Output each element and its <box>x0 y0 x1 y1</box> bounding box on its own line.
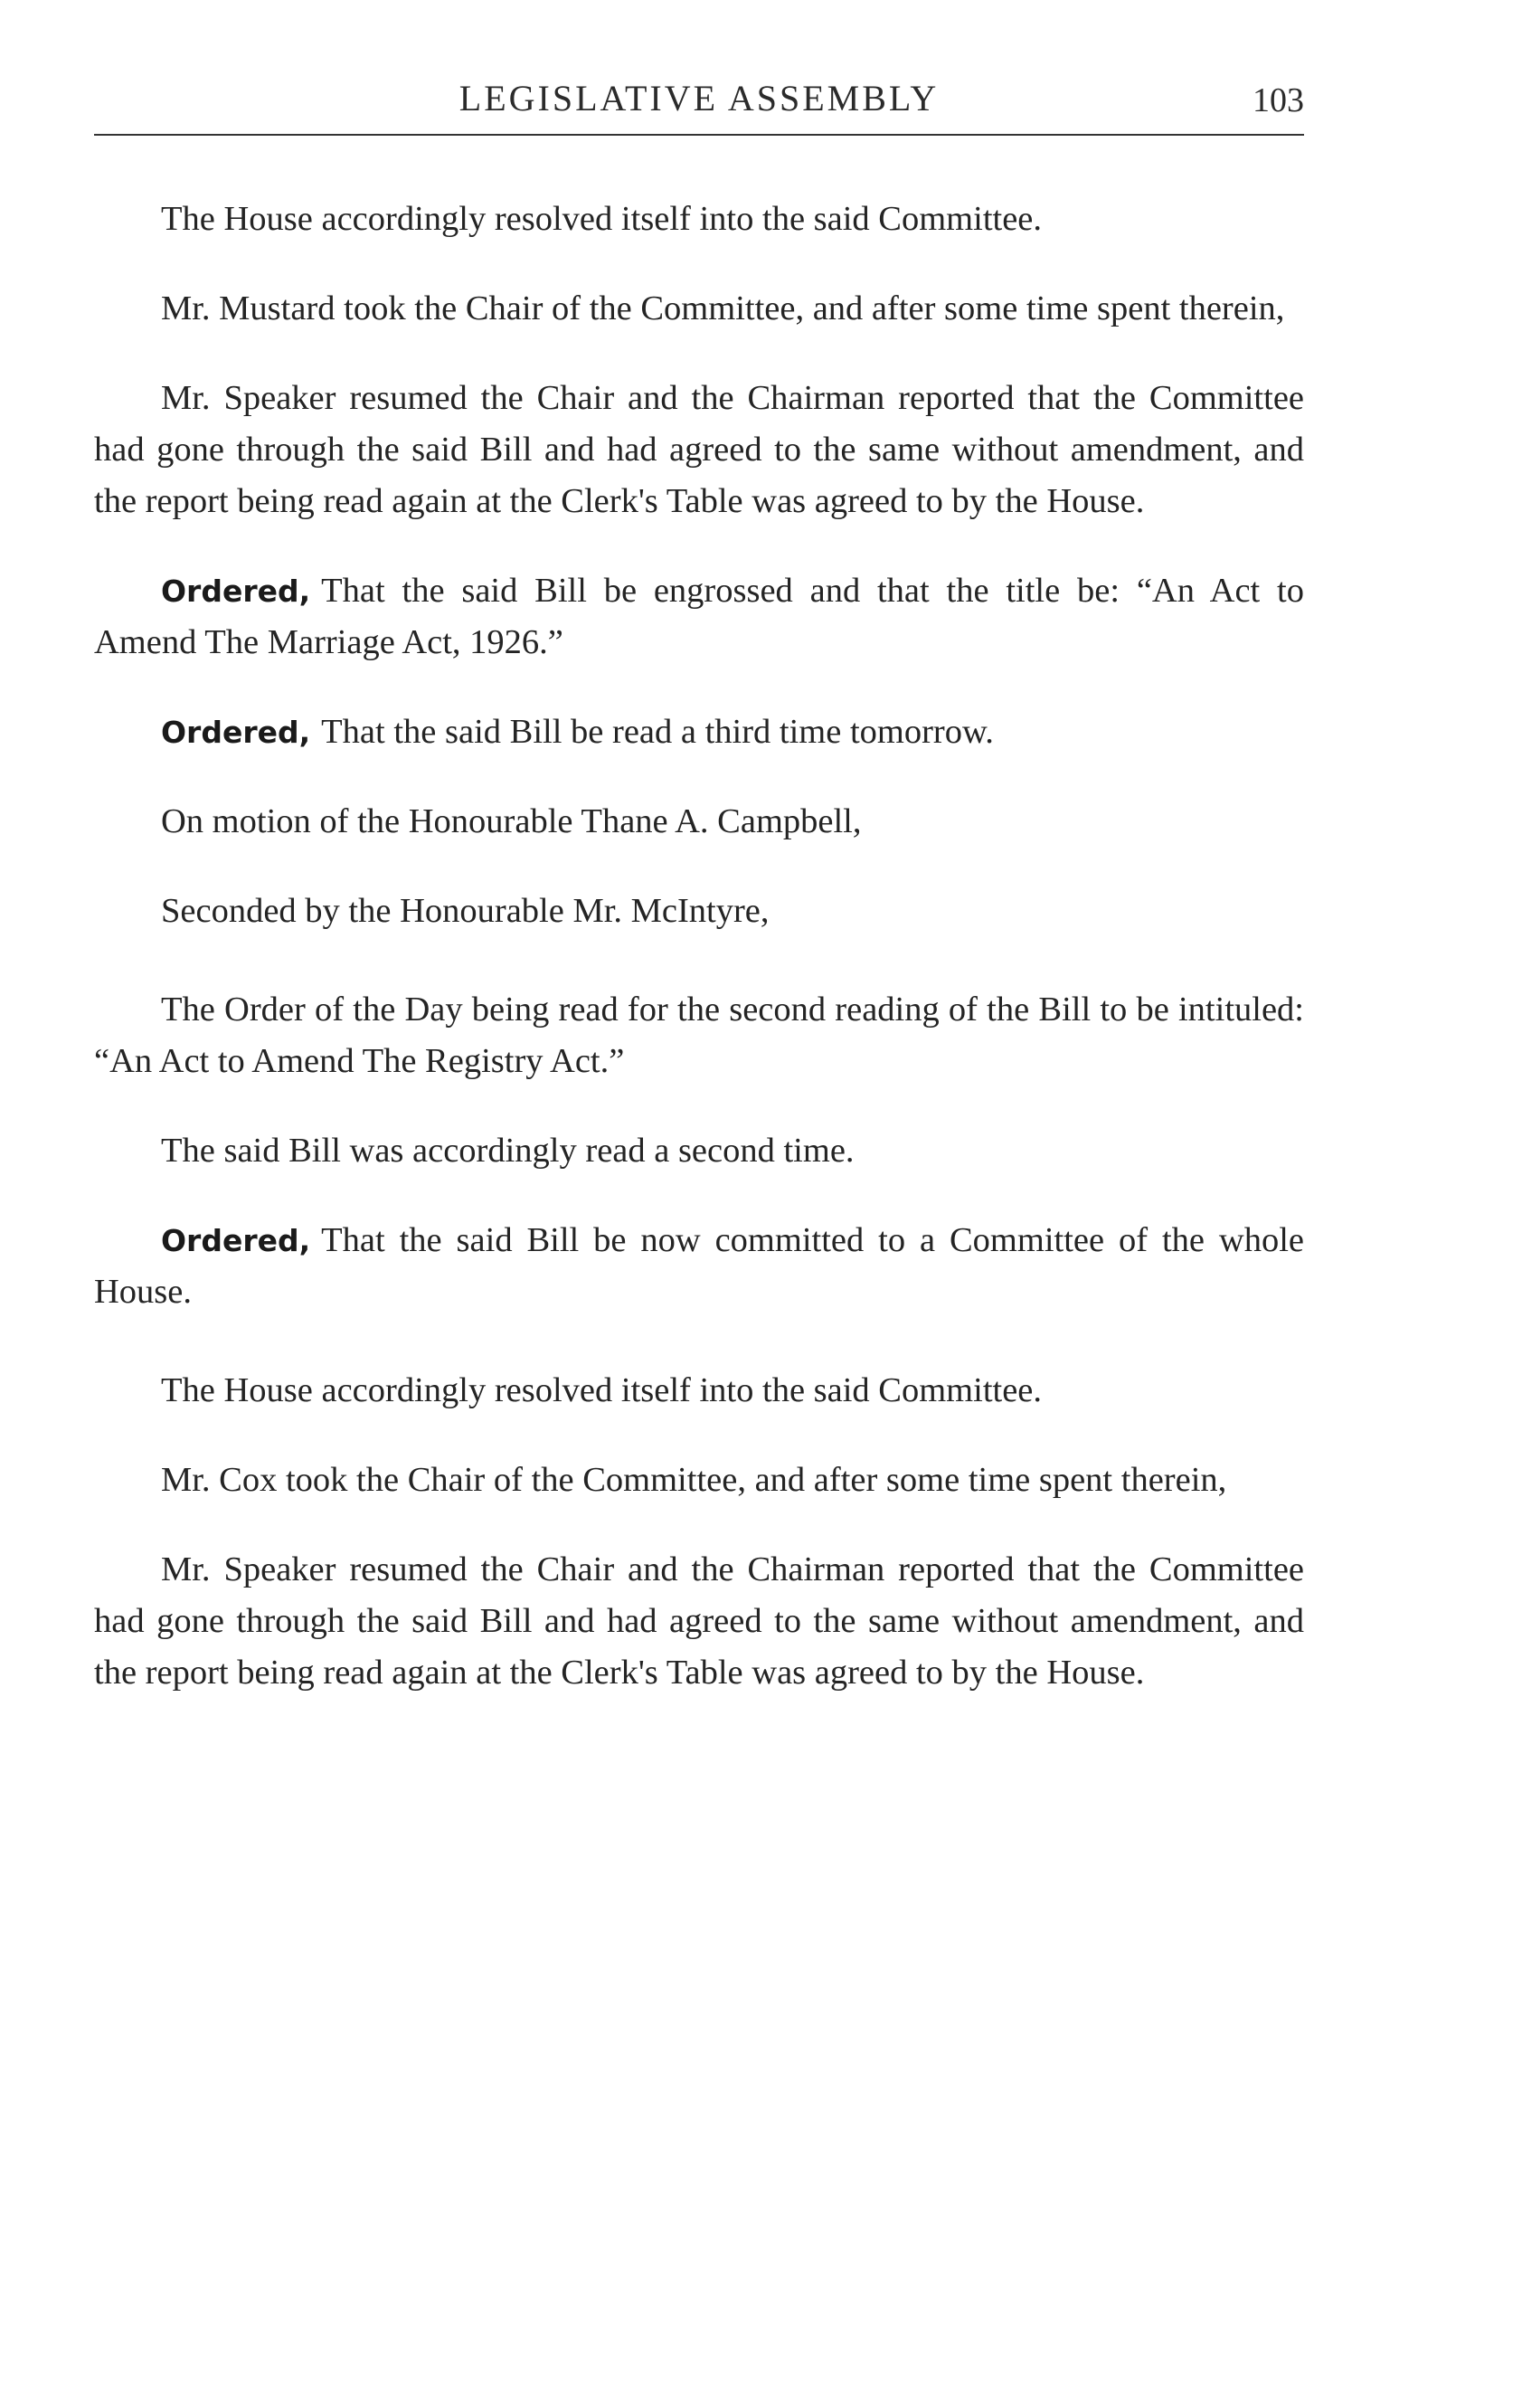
paragraph <box>94 984 1304 1087</box>
paragraph-text: That the said Bill be now committed to a Committee of the whole House. <box>94 1221 1304 1311</box>
paragraph-text: On motion of the Honourable Thane A. Campbell, <box>161 802 862 840</box>
paragraph <box>94 283 1304 335</box>
paragraph-text: That the said Bill be engrossed and that the title be: “An Act to Amend The Marriage Act, 1926.” <box>94 572 1304 661</box>
paragraph <box>94 796 1304 848</box>
running-header <box>94 71 1304 134</box>
header-rule <box>94 134 1304 136</box>
ordered-lead: Ordered, <box>161 1223 311 1258</box>
paragraph-text: The House accordingly resolved itself into the said Committee. <box>161 1371 1043 1409</box>
document-body <box>94 194 1304 1737</box>
paragraph-text: Mr. Speaker resumed the Chair and the Chairman reported that the Committee had gone through the said Bill and had agreed to the same without amendment, and the report being read again at the Clerk's Table was agreed to by the House. <box>94 379 1304 520</box>
ordered-paragraph <box>94 706 1304 758</box>
paragraph <box>94 1455 1304 1506</box>
paragraph-text: Mr. Mustard took the Chair of the Committee, and after some time spent therein, <box>161 289 1285 327</box>
paragraph <box>94 373 1304 527</box>
paragraph-text: That the said Bill be read a third time tomorrow. <box>321 713 994 751</box>
paragraph <box>94 194 1304 245</box>
paragraph-text: Mr. Speaker resumed the Chair and the Chairman reported that the Committee had gone through the said Bill and had agreed to the same without amendment, and the report being read again at the Clerk's Table was agreed to by the House. <box>94 1550 1304 1692</box>
paragraph <box>94 1544 1304 1699</box>
paragraph <box>94 1125 1304 1177</box>
paragraph-text: The House accordingly resolved itself into the said Committee. <box>161 200 1043 238</box>
paragraph-text: The said Bill was accordingly read a second time. <box>161 1132 855 1170</box>
paragraph-text: The Order of the Day being read for the second reading of the Bill to be intituled: “An Act to Amend The Registry Act.” <box>94 991 1304 1080</box>
paragraph <box>94 1365 1304 1417</box>
page-number: 103 <box>1253 81 1304 119</box>
paragraph-text: Seconded by the Honourable Mr. McIntyre, <box>161 892 770 930</box>
running-title: LEGISLATIVE ASSEMBLY <box>458 78 940 119</box>
paragraph <box>94 886 1304 937</box>
ordered-lead: Ordered, <box>161 574 311 609</box>
ordered-lead: Ordered, <box>161 715 311 750</box>
ordered-paragraph <box>94 565 1304 668</box>
paragraph-text: Mr. Cox took the Chair of the Committee, and after some time spent therein, <box>161 1461 1227 1499</box>
ordered-paragraph <box>94 1215 1304 1318</box>
